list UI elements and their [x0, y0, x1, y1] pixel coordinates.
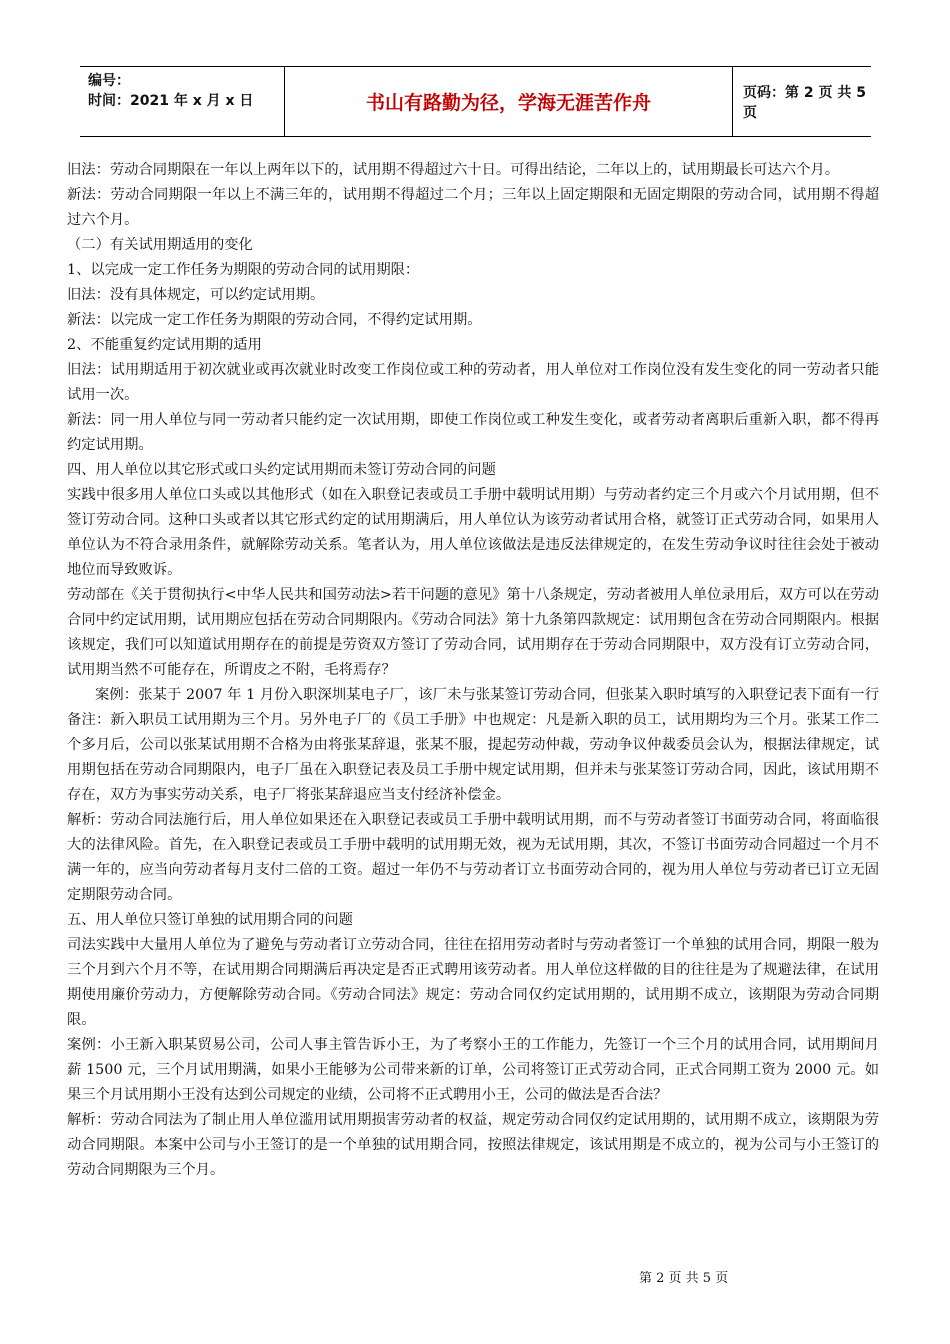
paragraph: 司法实践中大量用人单位为了避免与劳动者订立劳动合同，往往在招用劳动者时与劳动者签订一个单独的试用合同，期限一般为三个月到六个月不等，在试用期合同期满后再决定是否正式聘用该劳动者。用人单位这样做的目的往往是为了规避法律，在试用期使用廉价劳动力，方便解除劳动合同。《劳动合同法》规定：劳动合同仅约定试用期的，试用期不成立，该期限为劳动合同期限。 [67, 937, 879, 1028]
paragraph: 1、以完成一定工作任务为期限的劳动合同的试用期限： [67, 262, 420, 278]
paragraph: 新法：同一用人单位与同一劳动者只能约定一次试用期，即使工作岗位或工种发生变化，或者劳动者离职后重新入职，都不得再约定试用期。 [67, 412, 879, 453]
case-paragraph: 案例：小王新入职某贸易公司，公司人事主管告诉小王，为了考察小王的工作能力，先签订一个三个月的试用合同，试用期间月薪 1500 元，三个月试用期满，如果小王能够为公司带来新的订单，公司将签订正式劳动合同，正式合同期工资为 2000 元。如果三个月试用期小王没有达到公司规定的业绩，公司将不正式聘用小王，公司的做法是否合法？ [67, 1037, 879, 1103]
paragraph: 新法：以完成一定工作任务为期限的劳动合同，不得约定试用期。 [67, 312, 482, 328]
paragraph: 旧法：试用期适用于初次就业或再次就业时改变工作岗位或工种的劳动者，用人单位对工作岗位没有发生变化的同一劳动者只能试用一次。 [67, 362, 879, 403]
section-heading: 五、用人单位只签订单独的试用期合同的问题 [67, 912, 353, 928]
document-body [67, 158, 879, 1183]
header-motto: 书山有路勤为径，学海无涯苦作舟 [285, 67, 733, 136]
paragraph: 2、不能重复约定试用期的适用 [67, 337, 262, 353]
document-time-label: 时间：2021 年 x 月 x 日 [88, 93, 254, 109]
section-heading: 四、用人单位以其它形式或口头约定试用期而未签订劳动合同的问题 [67, 462, 496, 478]
paragraph: 新法：劳动合同期限一年以上不满三年的，试用期不得超过二个月；三年以上固定期限和无固定期限的劳动合同，试用期不得超过六个月。 [67, 187, 879, 228]
page-header [80, 66, 871, 137]
paragraph: 解析：劳动合同法施行后，用人单位如果还在入职登记表或员工手册中载明试用期，而不与劳动者签订书面劳动合同，将面临很大的法律风险。首先，在入职登记表或员工手册中载明的试用期无效，视为无试用期，其次，不签订书面劳动合同超过一个月不满一年的，应当向劳动者每月支付二倍的工资。超过一年仍不与劳动者订立书面劳动合同的，视为用人单位与劳动者已订立无固定期限劳动合同。 [67, 812, 879, 903]
paragraph: 实践中很多用人单位口头或以其他形式（如在入职登记表或员工手册中载明试用期）与劳动者约定三个月或六个月试用期，但不签订劳动合同。这种口头或者以其它形式约定的试用期满后，用人单位认为该劳动者试用合格，就签订正式劳动合同，如果用人单位认为不符合录用条件，就解除劳动关系。笔者认为，用人单位该做法是违反法律规定的，在发生劳动争议时往往会处于被动地位而导致败诉。 [67, 487, 879, 578]
header-meta [80, 67, 285, 136]
header-page-label: 页码：第 2 页 共 5 页 [743, 84, 866, 121]
case-paragraph: 案例：张某于 2007 年 1 月份入职深圳某电子厂，该厂未与张某签订劳动合同，但张某入职时填写的入职登记表下面有一行备注：新入职员工试用期为三个月。另外电子厂的《员工手册》中也规定：凡是新入职的员工，试用期均为三个月。张某工作二个多月后，公司以张某试用期不合格为由将张某辞退，张某不服，提起劳动仲裁，劳动争议仲裁委员会认为，根据法律规定，试用期包括在劳动合同期限内，电子厂虽在入职登记表及员工手册中规定试用期，但并未与张某签订劳动合同，因此，该试用期不存在，双方为事实劳动关系，电子厂将张某辞退应当支付经济补偿金。 [67, 687, 879, 803]
page-footer: 第 2 页 共 5 页 [639, 1271, 729, 1286]
paragraph: 旧法：没有具体规定，可以约定试用期。 [67, 287, 325, 303]
document-number-label: 编号： [88, 73, 130, 89]
section-heading: （二）有关试用期适用的变化 [67, 237, 253, 253]
paragraph: 劳动部在《关于贯彻执行<中华人民共和国劳动法>若干问题的意见》第十八条规定，劳动者被用人单位录用后，双方可以在劳动合同中约定试用期，试用期应包括在劳动合同期限内。《劳动合同法》第十九条第四款规定：试用期包含在劳动合同期限内。根据该规定，我们可以知道试用期存在的前提是劳资双方签订了劳动合同，试用期存在于劳动合同期限中，双方没有订立劳动合同，试用期当然不可能存在，所谓皮之不附，毛将焉存？ [67, 587, 879, 678]
paragraph: 旧法：劳动合同期限在一年以上两年以下的，试用期不得超过六十日。可得出结论，二年以上的，试用期最长可达六个月。 [67, 162, 840, 178]
paragraph: 解析：劳动合同法为了制止用人单位滥用试用期损害劳动者的权益，规定劳动合同仅约定试用期的，试用期不成立，该期限为劳动合同期限。本案中公司与小王签订的是一个单独的试用期合同，按照法律规定，该试用期是不成立的，视为公司与小王签订的劳动合同期限为三个月。 [67, 1112, 879, 1178]
